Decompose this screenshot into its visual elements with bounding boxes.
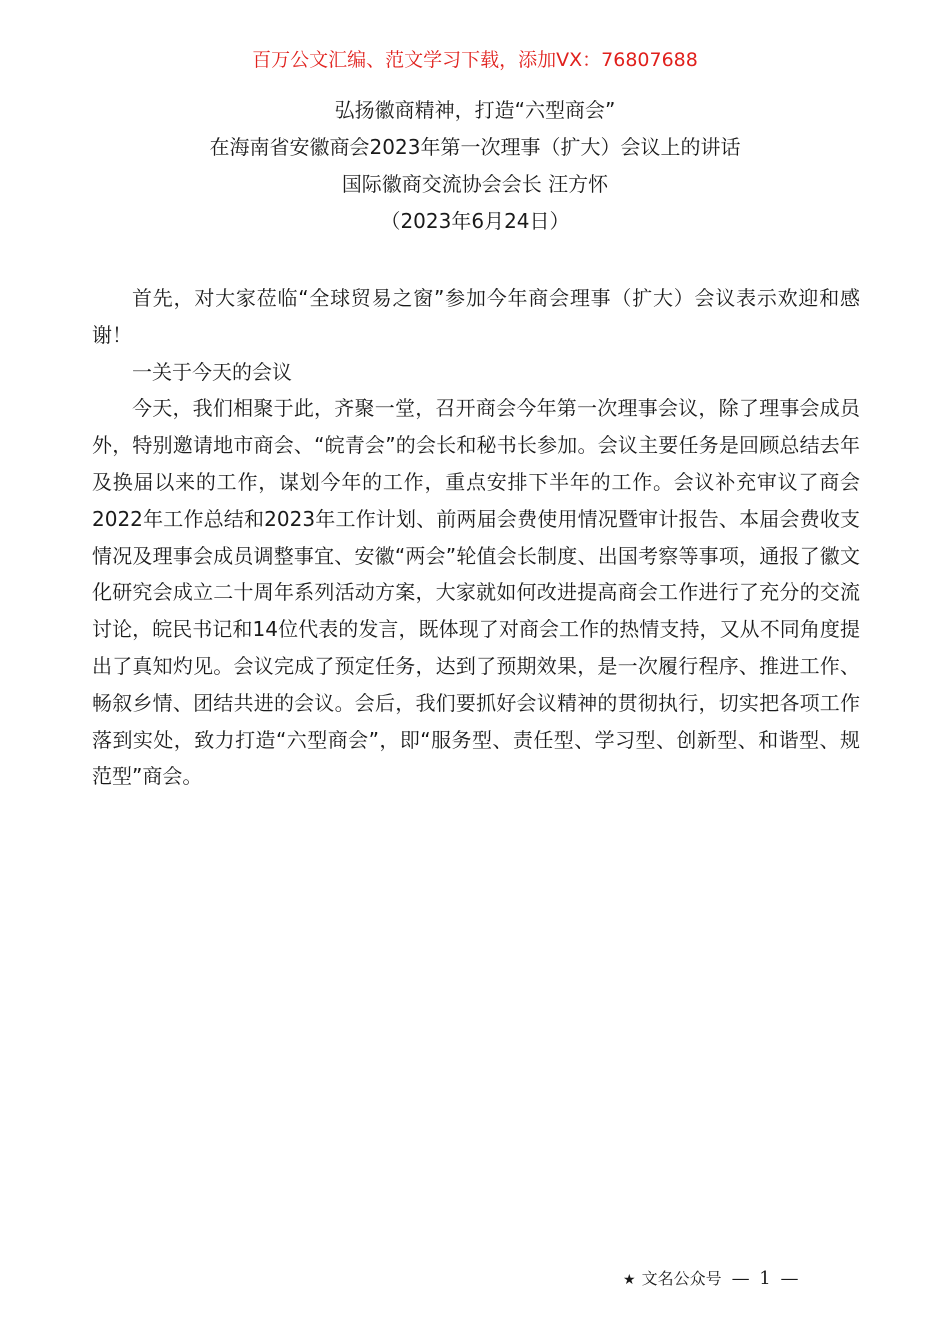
title-block (0, 92, 950, 240)
paragraph-meeting-summary: 今天，我们相聚于此，齐聚一堂，召开商会今年第一次理事会议，除了理事会成员外，特别邀请地市商会、“皖青会”的会长和秘书长参加。会议主要任务是回顾总结去年及换届以来的工作，谋划今年的工作，重点安排下半年的工作。会议补充审议了商会2022年工作总结和2023年工作计划、前两届会费使用情况暨审计报告、本届会费收支情况及理事会成员调整事宜、安徽“两会”轮值会长制度、出国考察等事项，通报了徽文化研究会成立二十周年系列活动方案，大家就如何改进提高商会工作进行了充分的交流讨论，皖民书记和14位代表的发言，既体现了对商会工作的热情支持，又从不同角度提出了真知灼见。会议完成了预定任务，达到了预期效果，是一次履行程序、推进工作、畅叙乡情、团结共进的会议。会后，我们要抓好会议精神的贯彻执行，切实把各项工作落到实处，致力打造“六型商会”，即“服务型、责任型、学习型、创新型、和谐型、规范型”商会。 (92, 396, 860, 789)
speech-date: （2023年6月24日） (380, 209, 570, 233)
body-text (92, 280, 860, 795)
page-number: — 1 — (731, 1268, 801, 1289)
document-subtitle: 在海南省安徽商会2023年第一次理事（扩大）会议上的讲话 (209, 135, 741, 159)
page-footer (623, 1266, 800, 1293)
star-icon: ★ (623, 1272, 636, 1288)
header-promo-note: 百万公文汇编、范文学习下载，添加VX：76807688 (252, 49, 698, 71)
paragraph-opening: 首先，对大家莅临“全球贸易之窗”参加今年商会理事（扩大）会议表示欢迎和感谢！ (92, 286, 860, 347)
footer-source: 文名公众号 (641, 1269, 722, 1288)
section-heading: 一关于今天的会议 (132, 359, 292, 384)
speaker-line: 国际徽商交流协会会长 汪方怀 (341, 172, 609, 196)
document-title: 弘扬徽商精神，打造“六型商会” (334, 98, 616, 122)
